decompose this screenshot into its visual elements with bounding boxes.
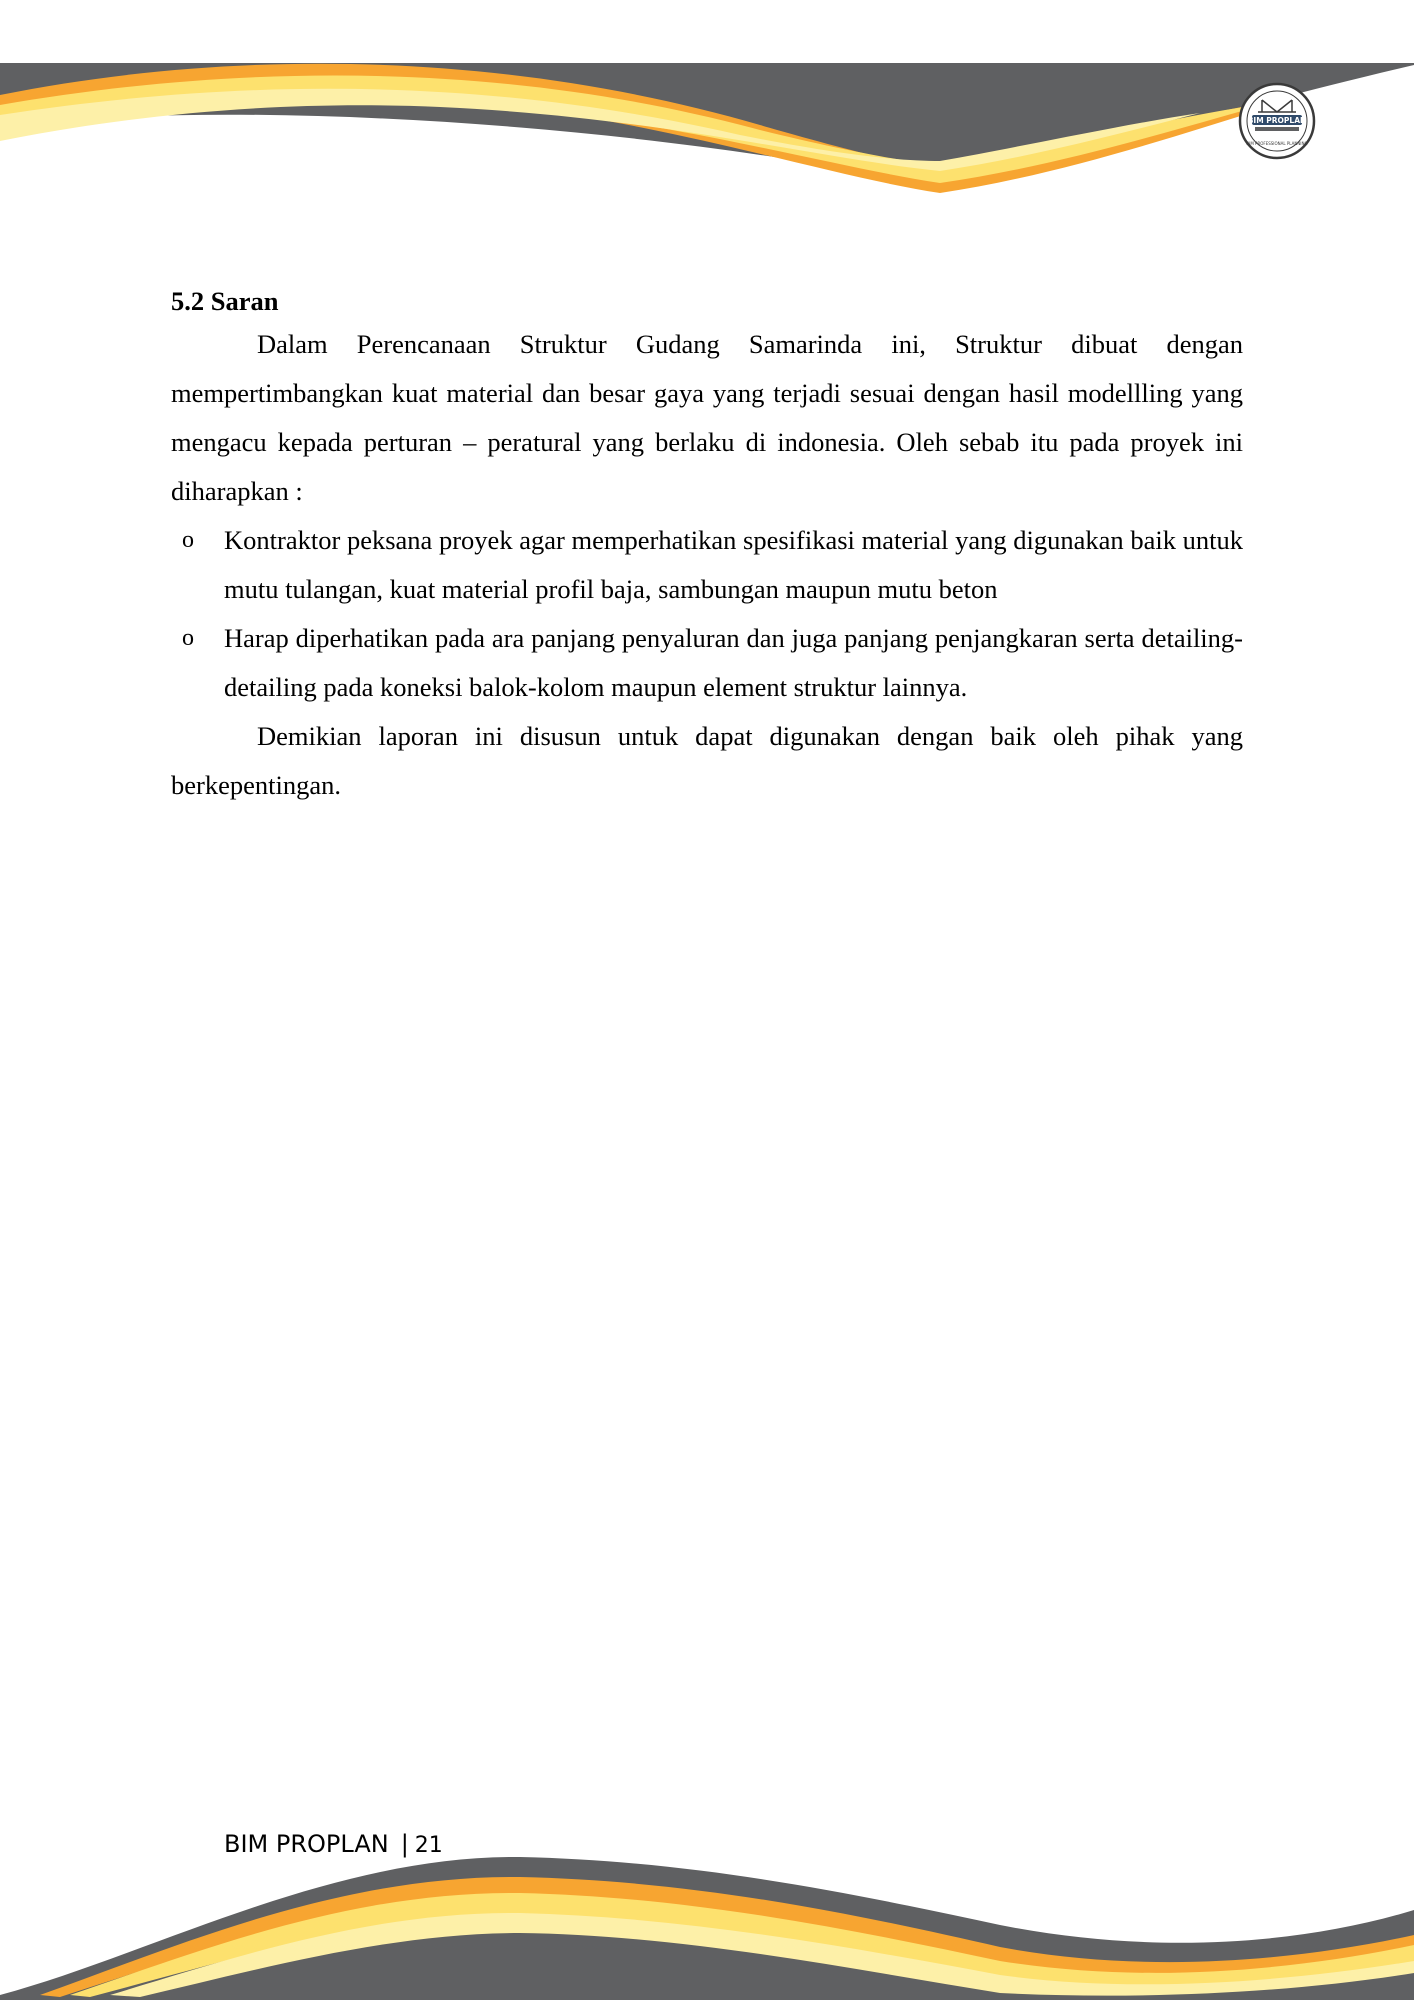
page-number: 21 xyxy=(414,1833,443,1858)
closing-paragraph: Demikian laporan ini disusun untuk dapat digunakan dengan baik oleh pihak yang berkepentingan. xyxy=(171,721,1243,800)
footer-separator: | xyxy=(400,1830,409,1858)
list-item xyxy=(171,516,1243,614)
list-item xyxy=(171,614,1243,712)
bullet-circle-icon: o xyxy=(182,625,194,651)
footer-wave-banner xyxy=(0,1855,1414,2000)
recommendation-list xyxy=(171,516,1243,712)
list-item-text: Harap diperhatikan pada ara panjang penyaluran dan juga panjang penjangkaran serta detailing-detailing pada koneksi balok-kolom maupun element struktur lainnya. xyxy=(224,623,1243,702)
page-footer xyxy=(224,1830,443,1858)
section-heading: 5.2 Saran xyxy=(171,286,279,316)
bim-proplan-logo-icon xyxy=(1238,82,1316,160)
logo-subtext: BIM PROFESSIONAL PLANNING xyxy=(1246,141,1308,146)
intro-paragraph: Dalam Perencanaan Struktur Gudang Samarinda ini, Struktur dibuat dengan mempertimbangkan kuat material dan besar gaya yang terjadi sesuai dengan hasil modellling yang mengacu kepada perturan – peratural yang berlaku di indonesia. Oleh sebab itu pada proyek ini diharapkan : xyxy=(171,329,1243,506)
header-wave-banner xyxy=(0,55,1414,195)
footer-brand: BIM PROPLAN xyxy=(224,1830,389,1858)
document-body xyxy=(171,282,1243,810)
logo-text: BIM PROPLAN xyxy=(1247,116,1307,125)
bullet-circle-icon: o xyxy=(182,527,194,553)
list-item-text: Kontraktor peksana proyek agar memperhatikan spesifikasi material yang digunakan baik untuk mutu tulangan, kuat material profil baja, sambungan maupun mutu beton xyxy=(224,525,1243,604)
